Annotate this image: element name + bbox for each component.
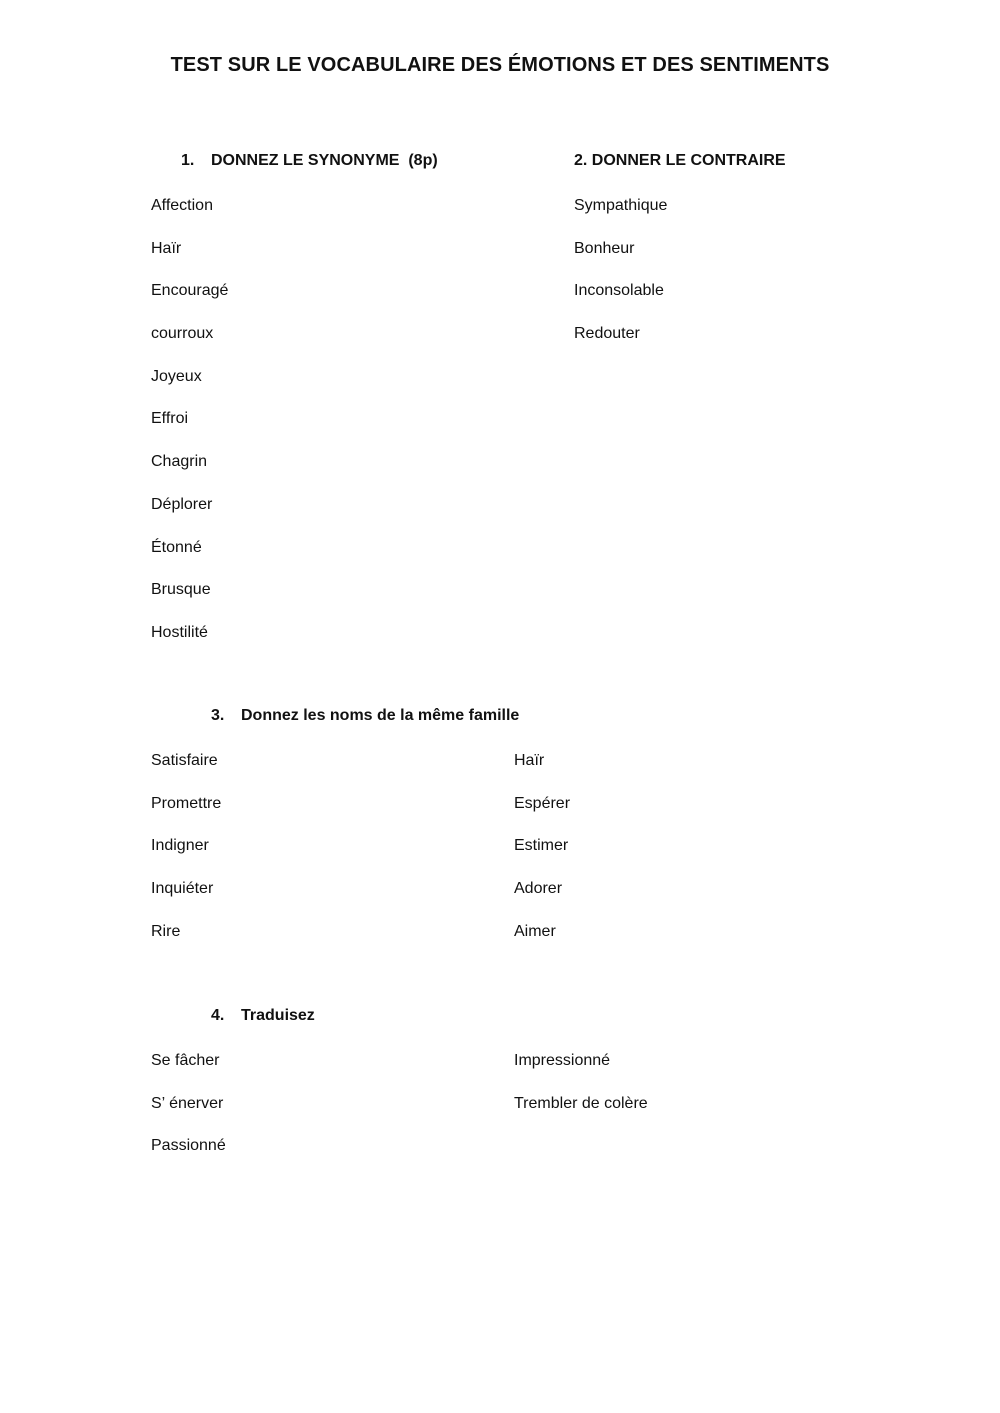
list-item: Joyeux — [151, 367, 202, 385]
list-item: S’ énerver — [151, 1094, 224, 1112]
section-4-number: 4. — [211, 1007, 225, 1024]
list-item: Estimer — [514, 837, 569, 855]
section-4-title: Traduisez — [241, 1007, 315, 1024]
antonym-word-list — [574, 195, 667, 366]
list-item: Haïr — [151, 239, 182, 257]
list-item: Promettre — [151, 794, 222, 812]
list-item: Rire — [151, 922, 181, 940]
section-3-heading — [211, 707, 519, 725]
section-1-number: 1. — [181, 152, 195, 169]
list-item: Aimer — [514, 922, 556, 940]
list-item: Satisfaire — [151, 752, 218, 769]
list-item: Impressionné — [514, 1052, 611, 1069]
list-item: Passionné — [151, 1137, 226, 1155]
list-item: Étonné — [151, 538, 202, 556]
list-item: Se fâcher — [151, 1052, 220, 1069]
list-item: Inconsolable — [574, 282, 664, 300]
list-item: Chagrin — [151, 453, 208, 471]
list-item: courroux — [151, 325, 214, 343]
list-item: Haïr — [514, 752, 545, 769]
list-item: Redouter — [574, 325, 640, 343]
section-3-title: Donnez les noms de la même famille — [241, 707, 520, 724]
family-left-list — [151, 750, 221, 963]
list-item: Effroi — [151, 410, 189, 428]
synonym-word-list — [151, 195, 228, 665]
section-2-heading: 2. DONNER LE CONTRAIRE — [574, 152, 786, 169]
section-1-heading — [181, 152, 438, 170]
section-3-number: 3. — [211, 707, 225, 724]
list-item: Encouragé — [151, 282, 229, 300]
list-item: Déplorer — [151, 495, 213, 513]
section-4-heading — [211, 1007, 315, 1025]
list-item: Hostilité — [151, 623, 208, 641]
section-1-title: DONNEZ LE SYNONYME (8p) — [211, 152, 438, 169]
list-item: Brusque — [151, 581, 211, 599]
list-item: Inquiéter — [151, 880, 214, 898]
family-right-list — [514, 750, 570, 963]
translate-left-list — [151, 1050, 226, 1178]
list-item: Trembler de colère — [514, 1094, 648, 1112]
list-item: Adorer — [514, 880, 563, 898]
translate-right-list — [514, 1050, 648, 1135]
list-item: Bonheur — [574, 239, 635, 257]
list-item: Sympathique — [574, 197, 668, 214]
list-item: Indigner — [151, 837, 209, 855]
list-item: Espérer — [514, 794, 571, 812]
list-item: Affection — [151, 197, 213, 214]
page-title: TEST SUR LE VOCABULAIRE DES ÉMOTIONS ET DES SENTIMENTS — [170, 54, 830, 76]
